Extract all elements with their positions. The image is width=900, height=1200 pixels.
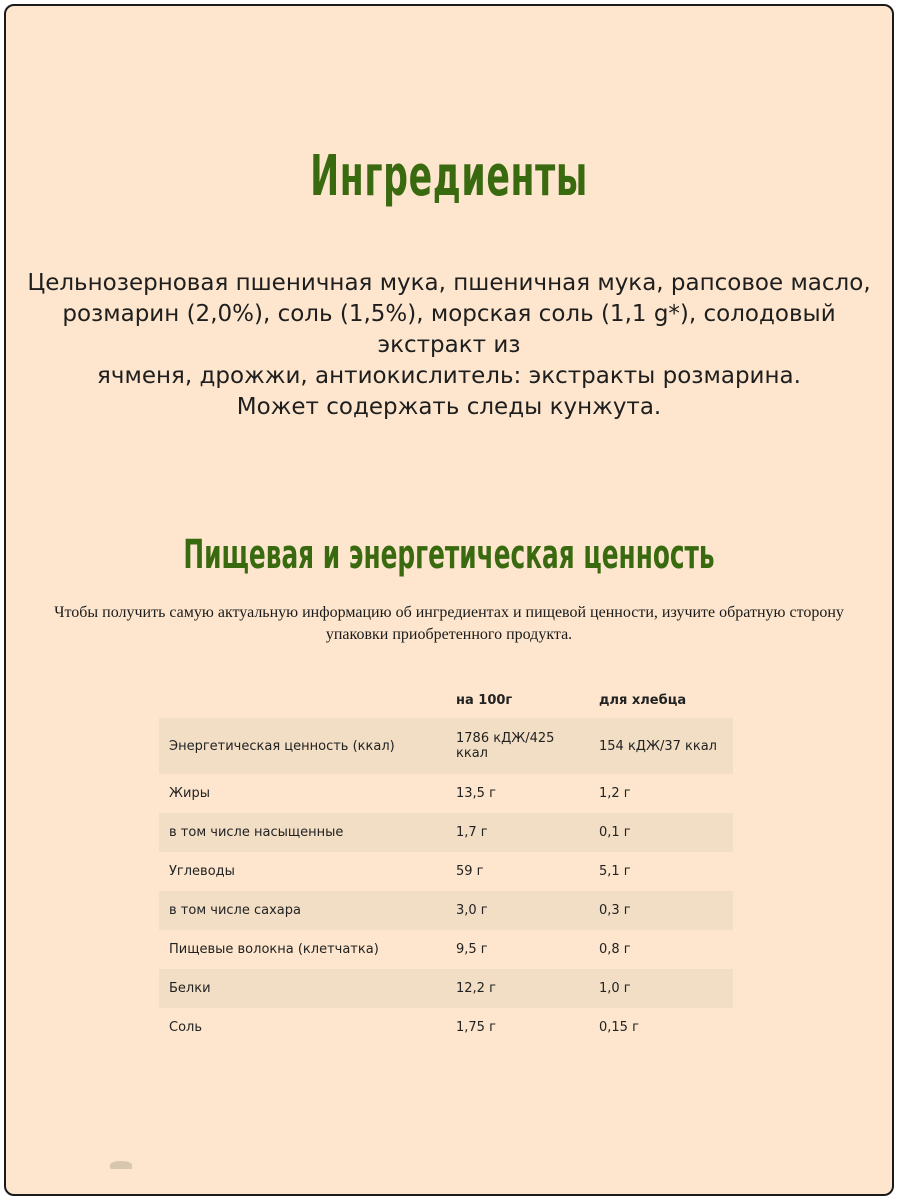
table-row <box>159 969 733 1008</box>
table-row <box>159 718 733 774</box>
ingredients-line: Цельнозерновая пшеничная мука, пшеничная мука, рапсовое масло, <box>27 270 871 296</box>
header-name <box>159 682 446 718</box>
header-per-slice: для хлебца <box>599 692 687 708</box>
row-name: в том числе сахара <box>159 891 446 930</box>
row-per-100g: 59 г <box>456 864 484 879</box>
row-per-100g: 1,7 г <box>446 813 589 852</box>
row-per-100g: 12,2 г <box>446 969 589 1008</box>
ingredients-text <box>26 268 872 423</box>
row-per-100g: 9,5 г <box>456 942 488 957</box>
row-name: в том числе насыщенные <box>159 813 446 852</box>
bread-crumb-decoration <box>110 1161 132 1169</box>
page-frame <box>4 4 894 1196</box>
nutrition-title: Пищевая и энергетическая ценность <box>183 532 715 578</box>
table-row <box>159 930 733 969</box>
row-per-slice: 0,3 г <box>589 891 733 930</box>
row-name: Жиры <box>169 786 210 801</box>
row-name: Углеводы <box>169 864 235 879</box>
row-per-100g: 13,5 г <box>456 786 496 801</box>
table-row <box>159 813 733 852</box>
row-per-slice: 1,2 г <box>599 786 631 801</box>
table-header-row <box>159 682 733 718</box>
table-row <box>159 852 733 891</box>
table-row <box>159 774 733 813</box>
row-per-slice: 0,1 г <box>589 813 733 852</box>
table-row <box>159 891 733 930</box>
row-name: Белки <box>159 969 446 1008</box>
row-per-slice: 0,15 г <box>599 1020 639 1035</box>
row-per-slice: 5,1 г <box>599 864 631 879</box>
row-name: Пищевые волокна (клетчатка) <box>169 942 379 957</box>
row-name: Энергетическая ценность (ккал) <box>159 718 446 774</box>
ingredients-line: Может содержать следы кунжута. <box>236 394 662 420</box>
ingredients-line: розмарин (2,0%), соль (1,5%), морская соль (1,1 g*), солодовый экстракт из <box>62 301 836 358</box>
row-per-slice: 154 кДЖ/37 ккал <box>589 718 733 774</box>
ingredients-title: Ингредиенты <box>310 144 588 209</box>
ingredients-line: ячменя, дрожжи, антиокислитель: экстракты розмарина. <box>97 363 801 389</box>
row-name: Соль <box>169 1020 203 1035</box>
row-per-slice: 1,0 г <box>589 969 733 1008</box>
nutrition-table <box>159 682 733 1047</box>
row-per-slice: 0,8 г <box>599 942 631 957</box>
nutrition-note: Чтобы получить самую актуальную информацию об ингредиентах и пищевой ценности, изучите обратную сторону упаковки приобретенного продукта. <box>54 604 844 643</box>
header-per-100g: на 100г <box>456 692 513 708</box>
row-per-100g: 1786 кДЖ/425 ккал <box>446 718 589 774</box>
row-per-100g: 1,75 г <box>456 1020 496 1035</box>
table-row <box>159 1008 733 1047</box>
row-per-100g: 3,0 г <box>446 891 589 930</box>
